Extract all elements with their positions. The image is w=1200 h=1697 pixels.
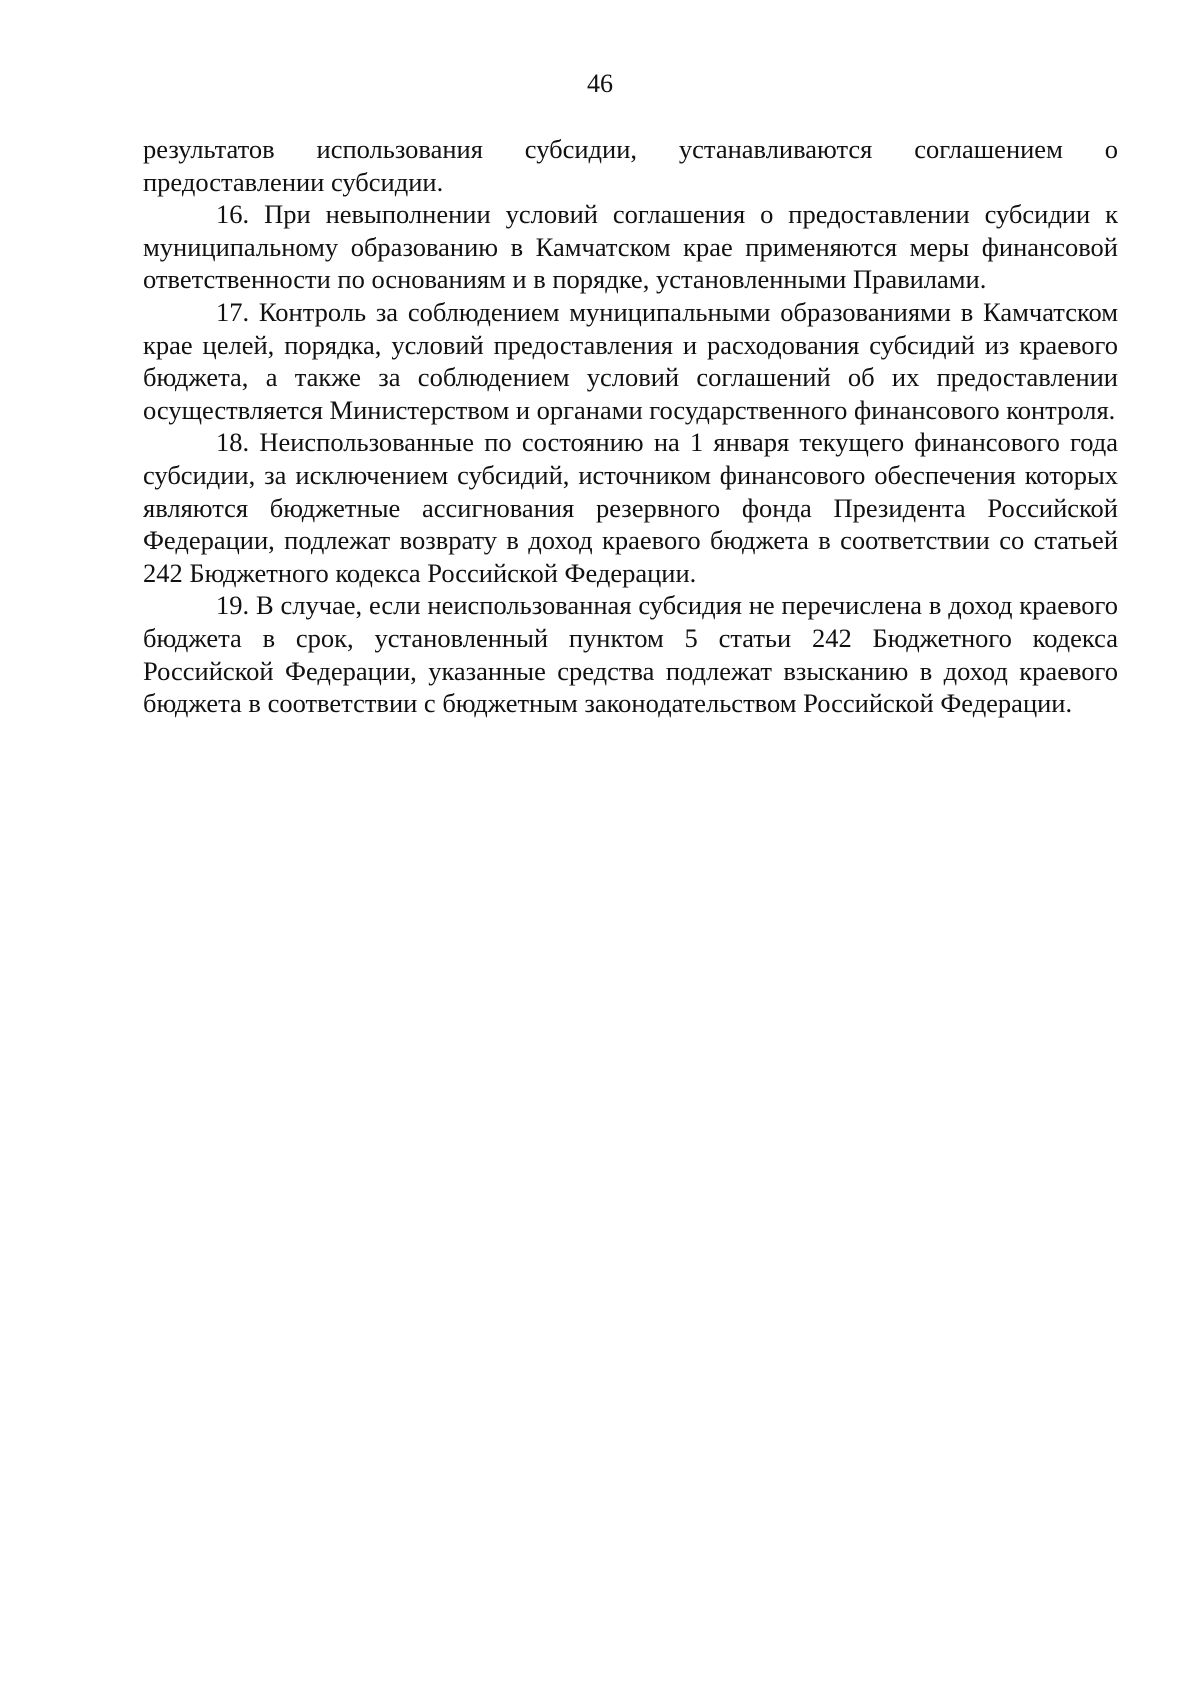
- paragraph-18: 18. Неиспользованные по состоянию на 1 января текущего финансового года субсидии, за исключением субсидий, источником финансового обеспечения которых являются бюджетные ассигнования резервного фонда Президента Российской Федерации, подлежат возврату в доход краевого бюджета в соответствии со статьей 242 Бюджетного кодекса Российской Федерации.: [143, 427, 1118, 588]
- paragraph-16: 16. При невыполнении условий соглашения о предоставлении субсидии к муниципальному образованию в Камчатском крае применяются меры финансовой ответственности по основаниям и в порядке, установленными Правилами.: [143, 199, 1118, 295]
- paragraph-19: 19. В случае, если неиспользованная субсидия не перечислена в доход краевого бюджета в срок, установленный пунктом 5 статьи 242 Бюджетного кодекса Российской Федерации, указанные средства подлежат взысканию в доход краевого бюджета в соответствии с бюджетным законодательством Российской Федерации.: [143, 590, 1118, 719]
- paragraph-17: 17. Контроль за соблюдением муниципальными образованиями в Камчатском крае целей, порядка, условий предоставления и расходования субсидий из краевого бюджета, а также за соблюдением условий соглашений об их предоставлении осуществляется Министерством и органами государственного финансового контроля.: [143, 296, 1118, 425]
- paragraph-continuation: результатов использования субсидии, устанавливаются соглашением о предоставлении субсидии.: [143, 134, 1118, 197]
- page-number: 46: [587, 69, 613, 98]
- document-body: [143, 133, 1118, 720]
